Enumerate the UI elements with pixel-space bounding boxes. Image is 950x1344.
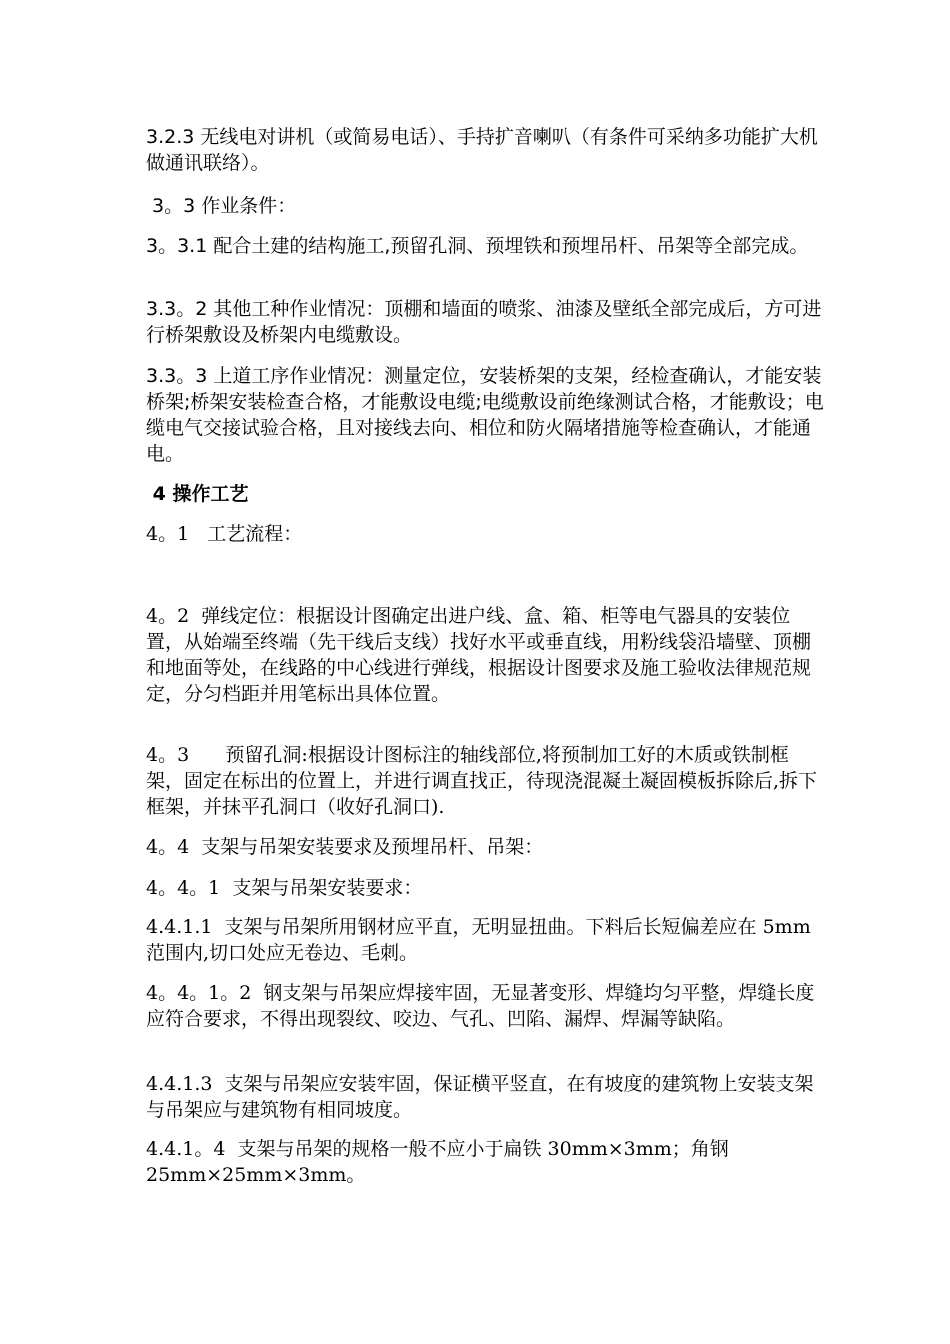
heading-3-3: 3。3 作业条件： xyxy=(146,195,297,217)
paragraph-3-3-3: 3.3。3 上道工序作业情况：测量定位，安装桥架的支架，经检查确认，才能安装桥架;桥架安装检查合格，才能敷设电缆;电缆敷设前绝缘测试合格，才能敷设；电缆电气交接试验合格，且对接线去向、相位和防火隔堵措施等检查确认，才能通电。 xyxy=(146,365,824,465)
paragraph-4-2: 4。2 弹线定位：根据设计图确定出进户线、盒、箱、柜等电气器具的安装位置，从始端至终端（先干线后支线）找好水平或垂直线，用粉线袋沿墙壁、顶棚和地面等处，在线路的中心线进行弹线，根据设计图要求及施工验收法律规范规定，分匀档距并用笔标出具体位置。 xyxy=(146,605,812,705)
paragraph-4-4-1-3: 4.4.1.3 支架与吊架应安装牢固，保证横平竖直，在有坡度的建筑物上安装支架与吊架应与建筑物有相同坡度。 xyxy=(146,1073,814,1121)
paragraph-4-4-1-1: 4.4.1.1 支架与吊架所用钢材应平直，无明显扭曲。下料后长短偏差应在 5mm 范围内,切口处应无卷边、毛刺。 xyxy=(146,916,817,964)
paragraph-4-4: 4。4 支架与吊架安装要求及预埋吊杆、吊架： xyxy=(146,836,544,858)
paragraph-4-4-1: 4。4。1 支架与吊架安装要求： xyxy=(146,877,423,899)
paragraph-3-3-1: 3。3.1 配合土建的结构施工,预留孔洞、预埋铁和预埋吊杆、吊架等全部完成。 xyxy=(146,235,809,257)
paragraph-3-3-2: 3.3。2 其他工种作业情况：顶棚和墙面的喷浆、油漆及壁纸全部完成后，方可进行桥架敷设及桥架内电缆敷设。 xyxy=(146,298,822,346)
paragraph-4-4-1-2: 4。4。1。2 钢支架与吊架应焊接牢固，无显著变形、焊缝均匀平整，焊缝长度应符合要求，不得出现裂纹、咬边、气孔、凹陷、漏焊、焊漏等缺陷。 xyxy=(146,982,815,1030)
heading-4: 4 操作工艺 xyxy=(146,483,249,505)
paragraph-4-1: 4。1 工艺流程： xyxy=(146,523,303,545)
paragraph-3-2-3: 3.2.3 无线电对讲机（或简易电话）、手持扩音喇叭（有条件可采纳多功能扩大机做通讯联络）。 xyxy=(146,126,818,174)
paragraph-4-4-1-4: 4.4.1。4 支架与吊架的规格一般不应小于扁铁 30mm×3mm；角钢 25mm×25mm×3mm。 xyxy=(146,1138,735,1186)
paragraph-4-3: 4。3 预留孔洞:根据设计图标注的轴线部位,将预制加工好的木质或铁制框架，固定在标出的位置上，并进行调直找正，待现浇混凝土凝固模板拆除后,拆下框架，并抹平孔洞口（收好孔洞口). xyxy=(146,744,818,818)
